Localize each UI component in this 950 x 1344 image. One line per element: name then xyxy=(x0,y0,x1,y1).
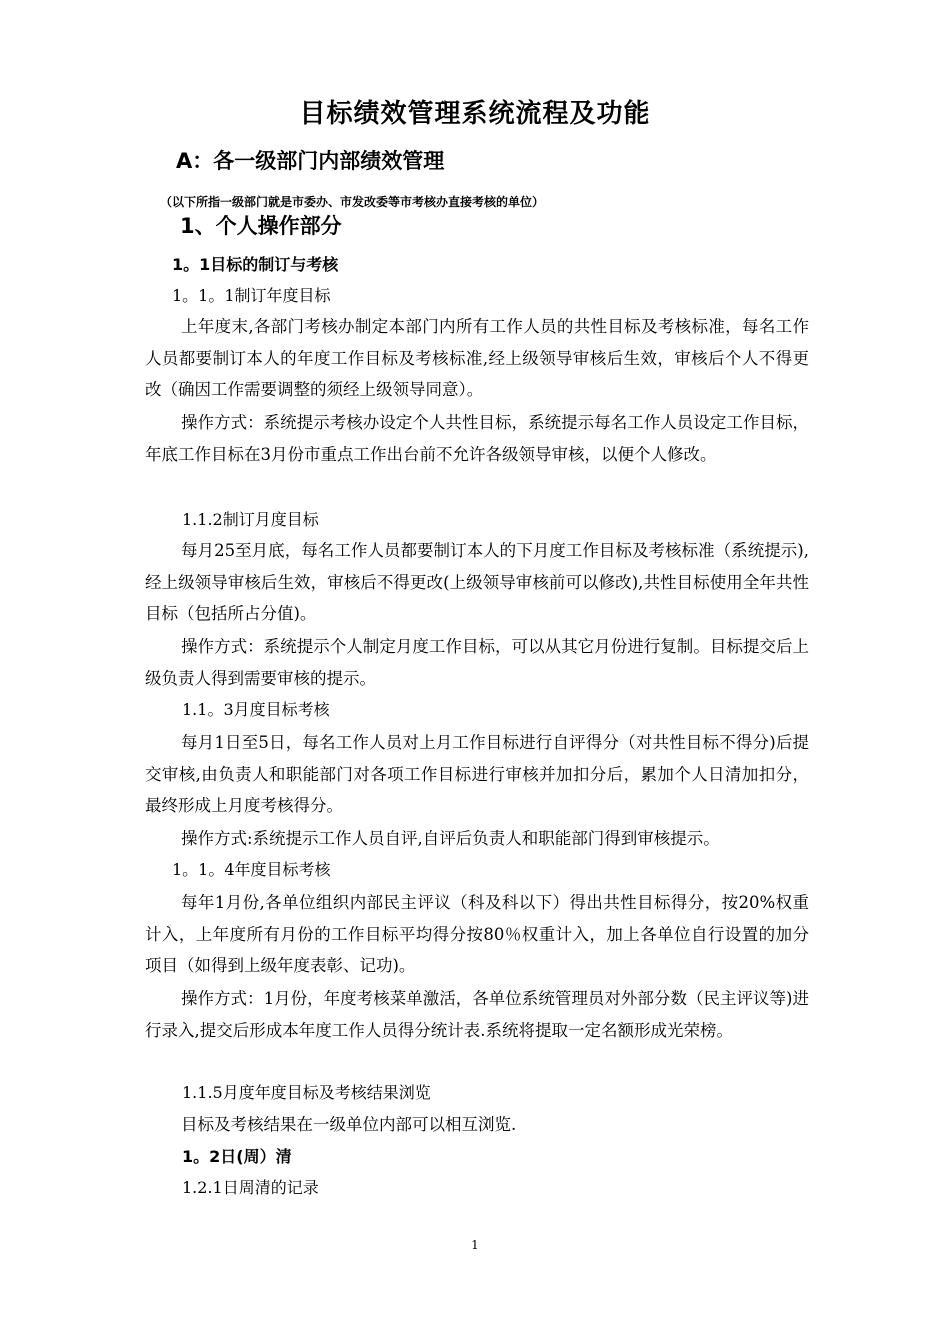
heading-1-1-4: 1。1。4年度目标考核 xyxy=(172,860,331,879)
section-note: （以下所指一级部门就是市委办、市发改委等市考核办直接考核的单位） xyxy=(160,195,545,209)
heading-1-1-1: 1。1。1制订年度目标 xyxy=(172,286,331,305)
paragraph-3: 每月25至月底，每名工作人员都要制订本人的下月度工作目标及考核标准（系统提示),经上级领导审核后生效，审核后不得更改(上级领导审核前可以修改),共性目标使用全年共性目标（包括所占分值)。 xyxy=(145,541,809,623)
paragraph-8: 操作方式：1月份，年度考核菜单激活，各单位系统管理员对外部分数（民主评议等)进行录入,提交后形成本年度工作人员得分统计表.系统将提取一定名额形成光荣榜。 xyxy=(145,989,809,1040)
document-title: 目标绩效管理系统流程及功能 xyxy=(299,99,651,129)
heading-1-1-3: 1.1。3月度目标考核 xyxy=(182,700,330,719)
heading-1-1-5: 1.1.5月度年度目标及考核结果浏览 xyxy=(182,1083,431,1102)
heading-1-2: 1。2日(周）清 xyxy=(182,1147,292,1166)
paragraph-9: 目标及考核结果在一级单位内部可以相互浏览. xyxy=(181,1115,517,1134)
heading-1-1: 1。1目标的制订与考核 xyxy=(172,255,339,274)
heading-1-1-2: 1.1.2制订月度目标 xyxy=(182,510,319,529)
paragraph-1: 上年度末,各部门考核办制定本部门内所有工作人员的共性目标及考核标准，每名工作人员都要制订本人的年度工作目标及考核标准,经上级领导审核后生效，审核后个人不得更改（确因工作需要调整的须经上级领导同意）。 xyxy=(145,317,809,399)
section-heading-a: A：各一级部门内部绩效管理 xyxy=(176,149,445,173)
paragraph-2: 操作方式：系统提示考核办设定个人共性目标，系统提示每名工作人员设定工作目标，年底工作目标在3月份市重点工作出台前不允许各级领导审核，以便个人修改。 xyxy=(145,413,809,464)
heading-1-2-1: 1.2.1日周清的记录 xyxy=(182,1178,319,1197)
paragraph-7: 每年1月份,各单位组织内部民主评议（科及科以下）得出共性目标得分，按20%权重计入，上年度所有月份的工作目标平均得分按80％权重计入，加上各单位自行设置的加分项目（如得到上级年度表彰、记功)。 xyxy=(145,893,809,975)
paragraph-5: 每月1日至5日，每名工作人员对上月工作目标进行自评得分（对共性目标不得分)后提交审核,由负责人和职能部门对各项工作目标进行审核并加扣分后，累加个人日清加扣分，最终形成上月度考核得分。 xyxy=(145,733,809,815)
page-number: 1 xyxy=(471,1238,479,1252)
paragraph-4: 操作方式：系统提示个人制定月度工作目标，可以从其它月份进行复制。目标提交后上级负责人得到需要审核的提示。 xyxy=(145,637,809,688)
heading-1: 1、个人操作部分 xyxy=(180,214,342,238)
paragraph-6: 操作方式:系统提示工作人员自评,自评后负责人和职能部门得到审核提示。 xyxy=(181,829,720,848)
